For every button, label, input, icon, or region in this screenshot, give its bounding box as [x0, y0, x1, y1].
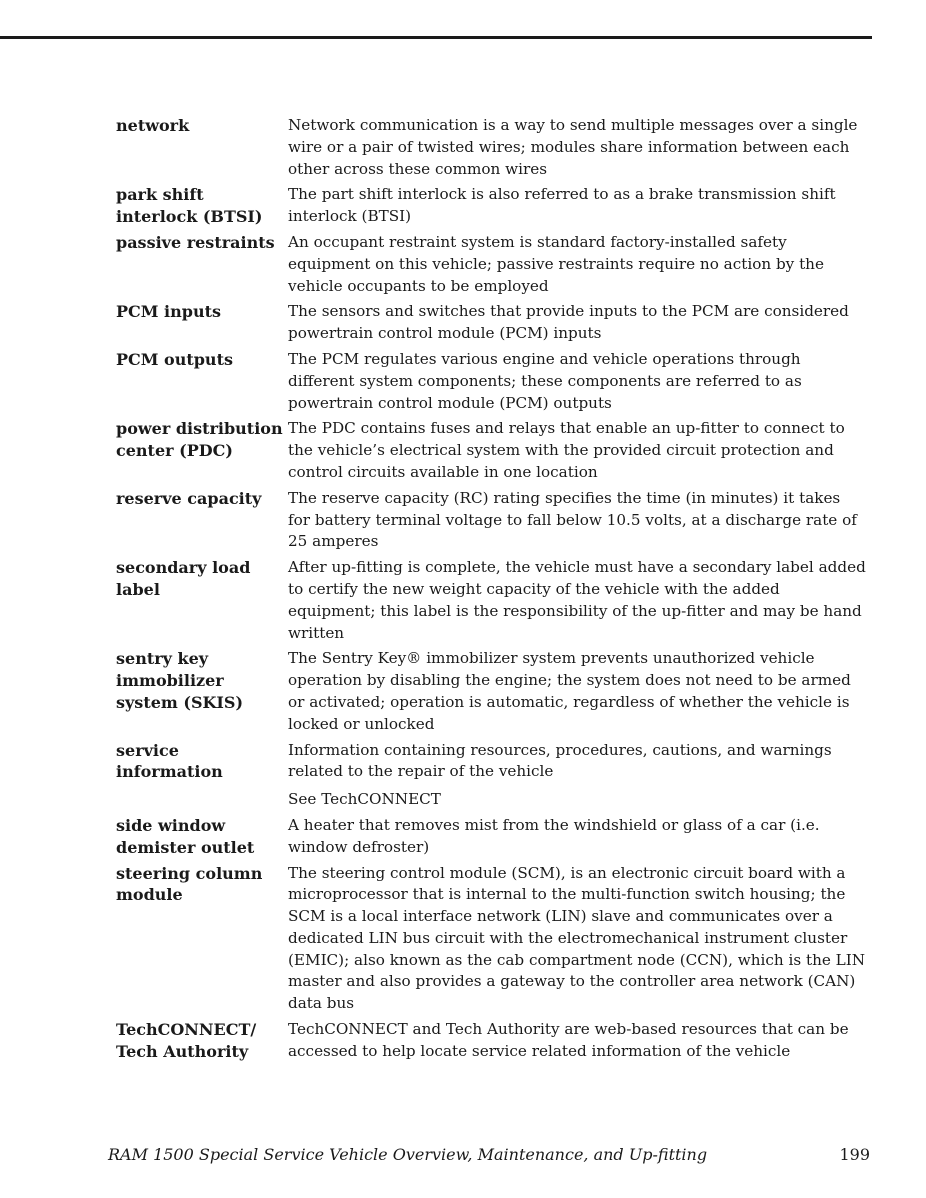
page-footer: [108, 1145, 870, 1164]
glossary-definition: [288, 557, 866, 644]
definition-paragraph: The reserve capacity (RC) rating specifies the time (in minutes) it takes for battery terminal voltage to fall below 10.5 volts, at a discharge rate of 25 amperes: [288, 488, 857, 551]
glossary-definition: [288, 1019, 866, 1063]
glossary-entry: [116, 232, 868, 297]
glossary-list: [116, 115, 868, 1067]
glossary-entry: [116, 863, 868, 1016]
glossary-term: passive restraints: [116, 232, 275, 252]
footer-title: RAM 1500 Special Service Vehicle Overview, Maintenance, and Up-fitting: [108, 1145, 708, 1164]
definition-paragraph: A heater that removes mist from the windshield or glass of a car (i.e. window defroster): [288, 815, 820, 856]
definition-paragraph: After up-fitting is complete, the vehicle must have a secondary label added to certify the new weight capacity of the vehicle with the added equipment; this label is the responsibility of the up-fitter and may be hand written: [288, 558, 866, 642]
glossary-entry: [116, 488, 868, 553]
page-number: 199: [839, 1145, 870, 1164]
definition-paragraph: See TechCONNECT: [288, 790, 441, 809]
glossary-entry: [116, 184, 868, 228]
glossary-entry: [116, 815, 868, 859]
definition-paragraph: Information containing resources, procedures, cautions, and warnings related to the repair of the vehicle: [288, 740, 832, 781]
glossary-entry: [116, 418, 868, 483]
definition-paragraph: Network communication is a way to send multiple messages over a single wire or a pair of twisted wires; modules share information between each other across these common wires: [288, 116, 858, 178]
definition-paragraph: The PDC contains fuses and relays that enable an up-fitter to connect to the vehicle’s electrical system with the provided circuit protection and control circuits available in one location: [288, 419, 845, 481]
definition-paragraph: The sensors and switches that provide inputs to the PCM are considered powertrain control module (PCM) inputs: [288, 302, 849, 343]
glossary-definition: [288, 349, 866, 414]
glossary-entry: [116, 740, 868, 811]
glossary-term: reserve capacity: [116, 488, 262, 508]
glossary-entry: [116, 557, 868, 644]
glossary-term: PCM inputs: [116, 302, 221, 322]
glossary-term: park shift interlock (BTSI): [116, 185, 263, 227]
glossary-entry: [116, 648, 868, 735]
glossary-term: side window demister outlet: [116, 815, 255, 857]
glossary-definition: [288, 815, 866, 859]
definition-paragraph: An occupant restraint system is standard factory-installed safety equipment on this vehicle; passive restraints require no action by the vehicle occupants to be employed: [288, 232, 824, 295]
glossary-definition: [288, 418, 866, 483]
definition-paragraph: TechCONNECT and Tech Authority are web-based resources that can be accessed to help locate service related information of the vehicle: [288, 1020, 849, 1060]
glossary-term: power distribution center (PDC): [116, 419, 283, 461]
glossary-term: steering column module: [116, 863, 263, 905]
glossary-term: TechCONNECT/ Tech Authority: [116, 1020, 257, 1061]
glossary-term: sentry key immobilizer system (SKIS): [116, 649, 244, 712]
glossary-definition: [288, 184, 866, 228]
glossary-term: secondary load label: [116, 558, 251, 599]
definition-paragraph: The part shift interlock is also referred to as a brake transmission shift interlock (BTSI): [288, 185, 836, 226]
glossary-term: network: [116, 116, 190, 135]
top-rule: [0, 36, 872, 39]
glossary-term: service information: [116, 740, 223, 782]
glossary-term: PCM outputs: [116, 349, 233, 369]
glossary-definition: [288, 740, 866, 811]
glossary-definition: [288, 115, 866, 180]
definition-paragraph: The Sentry Key® immobilizer system prevents unauthorized vehicle operation by disabling the engine; the system does not need to be armed or activated; operation is automatic, regardless of whether the vehicle is locked or unlocked: [288, 649, 851, 733]
glossary-entry: [116, 349, 868, 414]
glossary-entry: [116, 1019, 868, 1063]
glossary-definition: [288, 648, 866, 735]
glossary-definition: [288, 232, 866, 297]
glossary-definition: [288, 301, 866, 345]
definition-paragraph: The PCM regulates various engine and vehicle operations through different system components; these components are referred to as powertrain control module (PCM) outputs: [288, 349, 802, 412]
definition-paragraph: The steering control module (SCM), is an electronic circuit board with a microprocessor that is internal to the multi-function switch housing; the SCM is a local interface network (LIN) slave and communicates over a dedicated LIN bus circuit with the electromechanical instrument cluster (EMIC); also known as the cab compartment node (CCN), which is the LIN master and also provides a gateway to the controller area network (CAN) data bus: [288, 863, 866, 1013]
glossary-definition: [288, 488, 866, 553]
glossary-entry: [116, 115, 868, 180]
glossary-definition: [288, 863, 866, 1016]
glossary-entry: [116, 301, 868, 345]
